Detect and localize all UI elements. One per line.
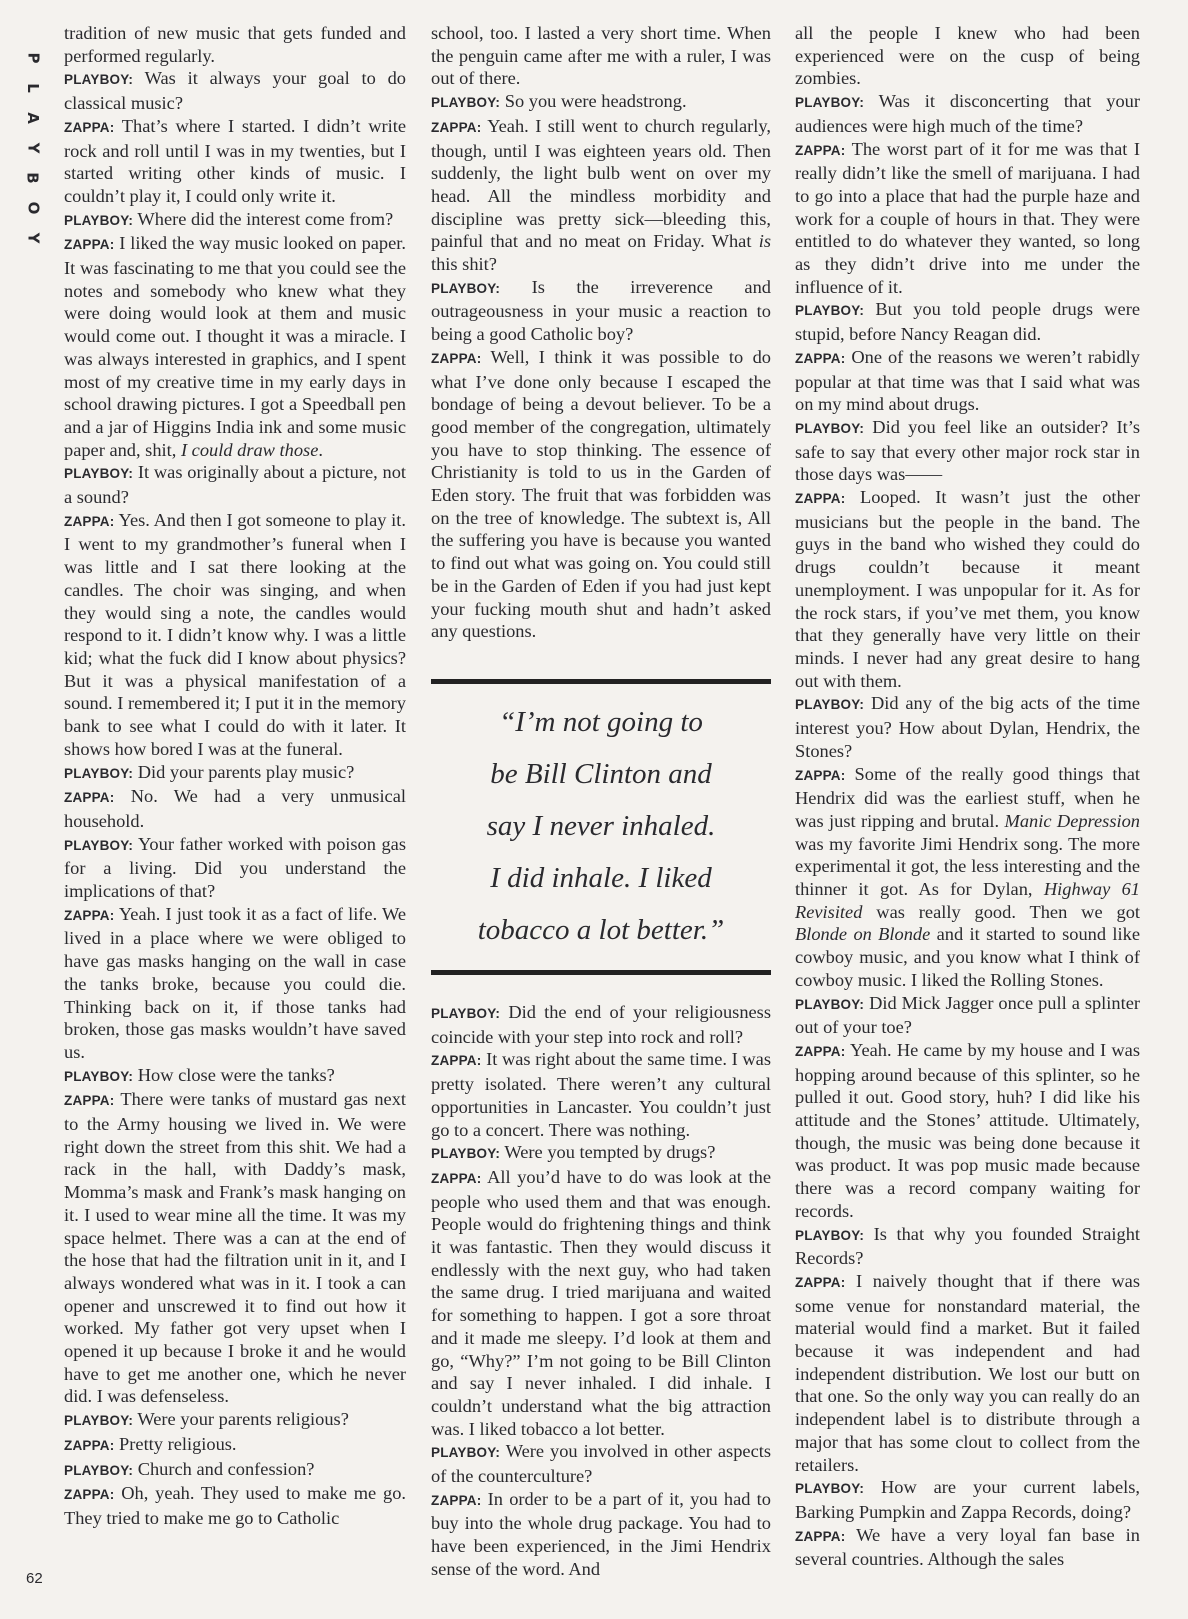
paragraph: PLAYBOY: Was it disconcerting that your audiences were high much of the time?: [795, 91, 1140, 136]
paragraph: ZAPPA: Pretty religious.: [64, 1433, 237, 1454]
paragraph: PLAYBOY: Was it always your goal to do classical music?: [64, 68, 406, 114]
paragraph: PLAYBOY: So you were headstrong.: [431, 91, 687, 112]
column-2-top: [431, 22, 771, 643]
speaker-label: ZAPPA:: [64, 237, 115, 253]
column-2-bottom: [431, 1001, 771, 1581]
paragraph: PLAYBOY: Your father worked with poison gas for a living. Did you understand the implications of that?: [64, 833, 406, 902]
speaker-label: ZAPPA:: [431, 350, 482, 366]
speaker-label: ZAPPA:: [431, 1053, 482, 1069]
speaker-label: PLAYBOY:: [795, 303, 865, 319]
speaker-label: ZAPPA:: [795, 142, 846, 158]
sidebar-letter: P: [24, 52, 42, 64]
pull-quote-line: “I’m not going to: [499, 705, 703, 738]
paragraph: ZAPPA: The worst part of it for me was that I really didn’t like the smell of marijuana. I had to go into a place that had the purple haze and work for a couple of hours in that. They were entitled to do whatever they wanted, so long as they didn’t drive into me under the influence of it.: [795, 138, 1140, 297]
italic-title: I could draw those: [180, 439, 319, 460]
speaker-label: ZAPPA:: [795, 767, 846, 783]
paragraph: PLAYBOY: How close were the tanks?: [64, 1064, 335, 1085]
paragraph: PLAYBOY: Where did the interest come from?: [64, 208, 394, 229]
speaker-label: PLAYBOY:: [64, 1413, 134, 1429]
speaker-label: PLAYBOY:: [795, 996, 865, 1012]
speaker-label: PLAYBOY:: [795, 420, 865, 436]
paragraph: PLAYBOY: Is the irreverence and outrageousness in your music a reaction to being a good Catholic boy?: [431, 276, 771, 345]
paragraph: PLAYBOY: Did you feel like an outsider? It’s safe to say that every other major rock star in those days was——: [795, 416, 1140, 485]
paragraph: ZAPPA: It was right about the same time. I was pretty isolated. There weren’t any cultural opportunities in Lancaster. You couldn’t just go to a concert. There was nothing.: [431, 1049, 771, 1140]
paragraph: ZAPPA: I liked the way music looked on paper. It was fascinating to me that you could see the notes and somebody who knew what they were doing would look at them and music would come out. I thought it was a miracle. I was always interested in graphics, and I spent most of my creative time in my early days in school drawing pictures. I got a Speedball pen and a jar of Higgins India ink and some music paper and, shit, I could draw those.: [64, 233, 406, 460]
paragraph: ZAPPA: In order to be a part of it, you had to buy into the whole drug package. You had to have been experienced, in the Jimi Hendrix sense of the word. And: [431, 1488, 771, 1579]
speaker-label: PLAYBOY:: [431, 1445, 501, 1461]
speaker-label: PLAYBOY:: [64, 212, 134, 228]
paragraph: PLAYBOY: Did Mick Jagger once pull a splinter out of your toe?: [795, 992, 1140, 1038]
speaker-label: ZAPPA:: [64, 119, 115, 135]
magazine-name-vertical: [22, 46, 44, 250]
page-number: 62: [26, 1570, 43, 1587]
paragraph: PLAYBOY: Were you tempted by drugs?: [431, 1142, 716, 1163]
paragraph: ZAPPA: Yes. And then I got someone to play it. I went to my grandmother’s funeral when I was little and I sat there looking at the candles. The choir was singing, and when they would sing a note, the candles would respond to it. I didn’t know why. I was a little kid; what the fuck did I know about physics? But it was a physical manifestation of a sound. I remembered it; I put it in the memory bank to see what I could do with it later. It shows how bored I was at the funeral.: [64, 509, 406, 759]
pull-quote-line: tobacco a lot better.”: [477, 913, 725, 946]
speaker-label: ZAPPA:: [431, 1492, 482, 1508]
sidebar-letter: Y: [24, 232, 42, 244]
paragraph: ZAPPA: All you’d have to do was look at the people who used them and that was enough. People would do frightening things and think it was fantastic. Then they would discuss it endlessly with the next guy, who had taken the same drug. I tried marijuana and waited for something to happen. I got a sore throat and it made me sleepy. I’d look at them and go, “Why?” I’m not going to be Bill Clinton and say I never inhaled. I did inhale. I couldn’t understand what the big attraction was. I liked tobacco a lot better.: [431, 1166, 771, 1439]
speaker-label: ZAPPA:: [431, 1170, 482, 1186]
speaker-label: PLAYBOY:: [431, 1005, 501, 1021]
speaker-label: PLAYBOY:: [795, 1227, 865, 1243]
paragraph: PLAYBOY: Is that why you founded Straight Records?: [795, 1223, 1140, 1269]
column-3: [795, 22, 1140, 1571]
sidebar-letter: L: [24, 83, 42, 93]
paragraph: PLAYBOY: Did the end of your religiousness coincide with your step into rock and roll?: [431, 1001, 771, 1047]
paragraph: PLAYBOY: How are your current labels, Barking Pumpkin and Zappa Records, doing?: [795, 1477, 1140, 1522]
speaker-label: PLAYBOY:: [64, 837, 134, 853]
paragraph: all the people I knew who had been experienced were on the cusp of being zombies.: [795, 23, 1140, 89]
pull-quote-line: be Bill Clinton and: [490, 757, 712, 790]
speaker-label: ZAPPA:: [795, 491, 846, 507]
speaker-label: PLAYBOY:: [795, 697, 865, 713]
sidebar-letter: Y: [24, 142, 42, 154]
column-2: [431, 22, 771, 1581]
paragraph: ZAPPA: One of the reasons we weren’t rabidly popular at that time was that I said what was on my mind about drugs.: [795, 346, 1140, 415]
speaker-label: PLAYBOY:: [64, 1462, 134, 1478]
speaker-label: ZAPPA:: [64, 907, 115, 923]
speaker-label: ZAPPA:: [64, 1487, 115, 1503]
column-1: [64, 22, 406, 1530]
speaker-label: PLAYBOY:: [64, 72, 134, 88]
speaker-label: PLAYBOY:: [64, 1068, 134, 1084]
paragraph: PLAYBOY: Were your parents religious?: [64, 1409, 349, 1430]
paragraph: ZAPPA: Yeah. I just took it as a fact of life. We lived in a place where we were obliged to have gas masks hanging on the wall in case the tanks broke, because you could die. Thinking back on it, if those tanks had broken, those gas masks wouldn’t have saved us.: [64, 903, 406, 1062]
paragraph: tradition of new music that gets funded and performed regularly.: [64, 23, 406, 66]
paragraph: ZAPPA: Yeah. He came by my house and I was hopping around because of this splinter, so he pulled it out. Good story, huh? I did like his attitude and the Stones’ attitude. Ultimately, though, the music was being done because it was product. It was pop music made because there was a record company waiting for records.: [795, 1039, 1140, 1221]
speaker-label: ZAPPA:: [64, 513, 115, 529]
paragraph: PLAYBOY: But you told people drugs were stupid, before Nancy Reagan did.: [795, 299, 1140, 345]
speaker-label: PLAYBOY:: [431, 1146, 501, 1162]
speaker-label: ZAPPA:: [795, 1528, 846, 1544]
speaker-label: ZAPPA:: [64, 790, 115, 806]
speaker-label: ZAPPA:: [64, 1437, 115, 1453]
speaker-label: PLAYBOY:: [64, 765, 134, 781]
italic-title: is: [758, 231, 771, 252]
sidebar-letter: O: [23, 201, 42, 215]
paragraph: ZAPPA: Yeah. I still went to church regularly, though, until I was eighteen years old. Then suddenly, the light bulb went on over my head. All the mindless morbidity and discipline was pretty sick—bleeding this, painful that and no meat on Friday. What is this shit?: [431, 115, 771, 275]
speaker-label: PLAYBOY:: [431, 95, 501, 111]
speaker-label: PLAYBOY:: [431, 280, 501, 296]
paragraph: PLAYBOY: Did any of the big acts of the time interest you? How about Dylan, Hendrix, the Stones?: [795, 693, 1140, 761]
speaker-label: ZAPPA:: [795, 1274, 846, 1290]
italic-title: Manic Depression: [1004, 810, 1141, 831]
speaker-label: ZAPPA:: [431, 119, 482, 135]
paragraph: ZAPPA: There were tanks of mustard gas next to the Army housing we lived in. We were right down the street from this shit. We had a rack in the hall, with Daddy’s mask, Momma’s mask and Frank’s mask hanging on it. I used to wear mine all the time. It was my space helmet. There was a can at the end of the hose that had the filtration unit in it, and I always wondered what was in it. I took a can opener and unscrewed it to find out how it worked. My father got very upset when I opened it up because I broke it and he would have to get me another one, which he never did. I was defenseless.: [64, 1089, 406, 1407]
paragraph: ZAPPA: Some of the really good things that Hendrix did was the earliest stuff, when he was just ripping and brutal. Manic Depression was my favorite Jimi Hendrix song. The more experimental it got, the less interesting and the thinner it got. As for Dylan, Highway 61 Revisited was really good. Then we got Blonde on Blonde and it started to sound like cowboy music, and you know what I think of cowboy music. I liked the Rolling Stones.: [795, 763, 1141, 990]
speaker-label: PLAYBOY:: [795, 1481, 865, 1497]
speaker-label: ZAPPA:: [64, 1093, 115, 1109]
italic-title: Blonde on Blonde: [795, 924, 931, 945]
paragraph: ZAPPA: No. We had a very unmusical household.: [64, 786, 406, 831]
paragraph: ZAPPA: Oh, yeah. They used to make me go. They tried to make me go to Catholic: [64, 1483, 406, 1528]
paragraph: ZAPPA: Looped. It wasn’t just the other musicians but the people in the band. The guys in the band who wished they could do drugs couldn’t because it meant unemployment. I was unpopular for it. As for the rock stars, if you’ve met them, you know that they generally have very little on their minds. I never had any great desire to hang out with them.: [795, 487, 1140, 691]
paragraph: ZAPPA: That’s where I started. I didn’t write rock and roll until I was in my twenties, but I started writing other kinds of music. I couldn’t play it, I could only write it.: [64, 115, 406, 206]
italic-title: Highway 61 Revisited: [795, 879, 1140, 922]
speaker-label: ZAPPA:: [795, 1043, 846, 1059]
paragraph: ZAPPA: Well, I think it was possible to do what I’ve done only because I escaped the bondage of being a devout believer. To be a good member of the congregation, ultimately you have to stop thinking. The essence of Christianity is told to us in the Garden of Eden story. The fruit that was forbidden was on the tree of knowledge. The subtext is, All the suffering you have is because you wanted to find out what was going on. You could still be in the Garden of Eden if you had just kept your fucking mouth shut and hadn’t asked any questions.: [431, 346, 771, 642]
paragraph: PLAYBOY: Did your parents play music?: [64, 761, 355, 782]
paragraph: school, too. I lasted a very short time. When the penguin came after me with a ruler, I was out of there.: [431, 23, 771, 89]
paragraph: ZAPPA: We have a very loyal fan base in several countries. Although the sales: [795, 1524, 1140, 1570]
paragraph: PLAYBOY: It was originally about a picture, not a sound?: [64, 462, 406, 508]
pull-quote-line: say I never inhaled.: [486, 809, 716, 842]
pull-quote: [431, 679, 771, 975]
sidebar-letter: A: [23, 112, 42, 124]
paragraph: ZAPPA: I naively thought that if there was some venue for nonstandard material, the material would find a market. But it failed because it was independent and had independent distribution. We lost our butt on that one. So the only way you can really do an independent label is to distribute through a major that has some clout to collect from the retailers.: [795, 1270, 1140, 1475]
speaker-label: PLAYBOY:: [795, 95, 865, 111]
pull-quote-line: I did inhale. I liked: [490, 861, 712, 894]
paragraph: PLAYBOY: Were you involved in other aspects of the counterculture?: [431, 1441, 771, 1487]
speaker-label: PLAYBOY:: [64, 466, 134, 482]
paragraph: PLAYBOY: Church and confession?: [64, 1458, 315, 1479]
speaker-label: ZAPPA:: [795, 350, 846, 366]
sidebar-letter: B: [24, 172, 42, 184]
